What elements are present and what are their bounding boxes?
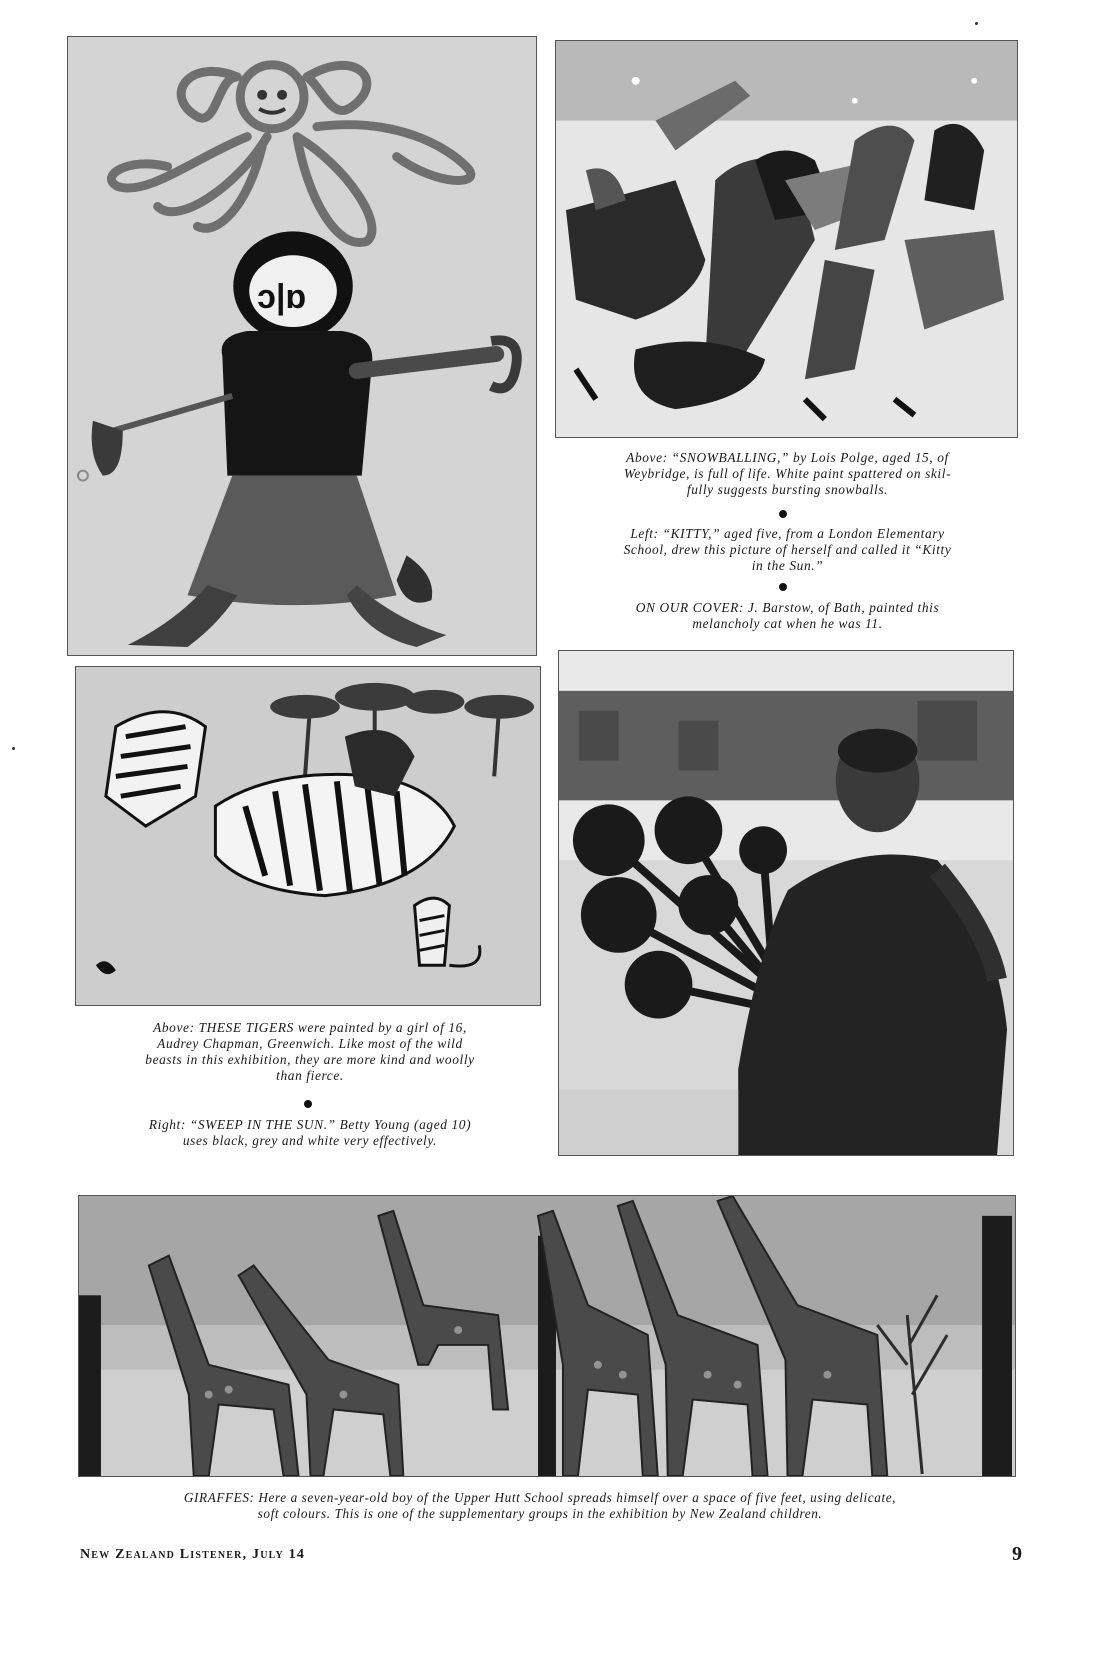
kitty-caption — [560, 526, 1015, 574]
tigers-caption — [80, 1020, 540, 1084]
snowballing-caption-line: fully suggests bursting snowballs. — [686, 482, 889, 497]
cover-caption-line: melancholy cat when he was 11. — [692, 616, 883, 631]
page-number: 9 — [1012, 1543, 1022, 1565]
giraffes-caption-line: GIRAFFES: Here a seven-year-old boy of the Upper Hutt School spreads himself over a space of five feet, using delicate, — [183, 1490, 897, 1505]
snowballing-caption-line: Weybridge, is full of life. White paint spattered on skil- — [623, 466, 952, 481]
tigers-caption-line: than fierce. — [276, 1068, 344, 1083]
separator-bullet — [779, 583, 787, 591]
sweep-caption — [80, 1117, 540, 1149]
publication-footer: New Zealand Listener, July 14 — [80, 1547, 306, 1562]
snowballing-caption — [560, 450, 1015, 498]
tigers-caption-line: Above: THESE TIGERS were painted by a girl of 16, — [153, 1020, 467, 1035]
tigers-caption-line: beasts in this exhibition, they are more kind and woolly — [145, 1052, 475, 1067]
tigers-painting — [75, 666, 541, 1006]
print-speck — [12, 747, 15, 750]
cover-caption-line: ON OUR COVER: J. Barstow, of Bath, painted this — [635, 600, 940, 615]
print-speck — [975, 22, 978, 25]
giraffes-caption — [60, 1490, 1020, 1522]
kitty-painting — [67, 36, 537, 656]
giraffes-painting — [78, 1195, 1016, 1477]
giraffes-caption-line: soft colours. This is one of the supplementary groups in the exhibition by New Zealand children. — [257, 1506, 823, 1521]
snowballing-painting — [555, 40, 1018, 438]
sweep-caption-line: Right: “SWEEP IN THE SUN.” Betty Young (aged 10) — [148, 1117, 472, 1132]
kitty-caption-line: School, drew this picture of herself and called it “Kitty — [623, 542, 952, 557]
kitty-caption-line: in the Sun.” — [751, 558, 824, 573]
tigers-caption-line: Audrey Chapman, Greenwich. Like most of the wild — [157, 1036, 463, 1051]
sweep-painting — [558, 650, 1014, 1156]
svg-text:ɔ|ɒ: ɔ|ɒ — [257, 278, 307, 317]
snowballing-caption-line: Above: “SNOWBALLING,” by Lois Polge, aged 15, of — [626, 450, 949, 465]
sweep-caption-line: uses black, grey and white very effectively. — [182, 1133, 438, 1148]
separator-bullet — [304, 1100, 312, 1108]
cover-caption — [560, 600, 1015, 632]
separator-bullet — [779, 510, 787, 518]
kitty-caption-line: Left: “KITTY,” aged five, from a London Elementary — [630, 526, 945, 541]
